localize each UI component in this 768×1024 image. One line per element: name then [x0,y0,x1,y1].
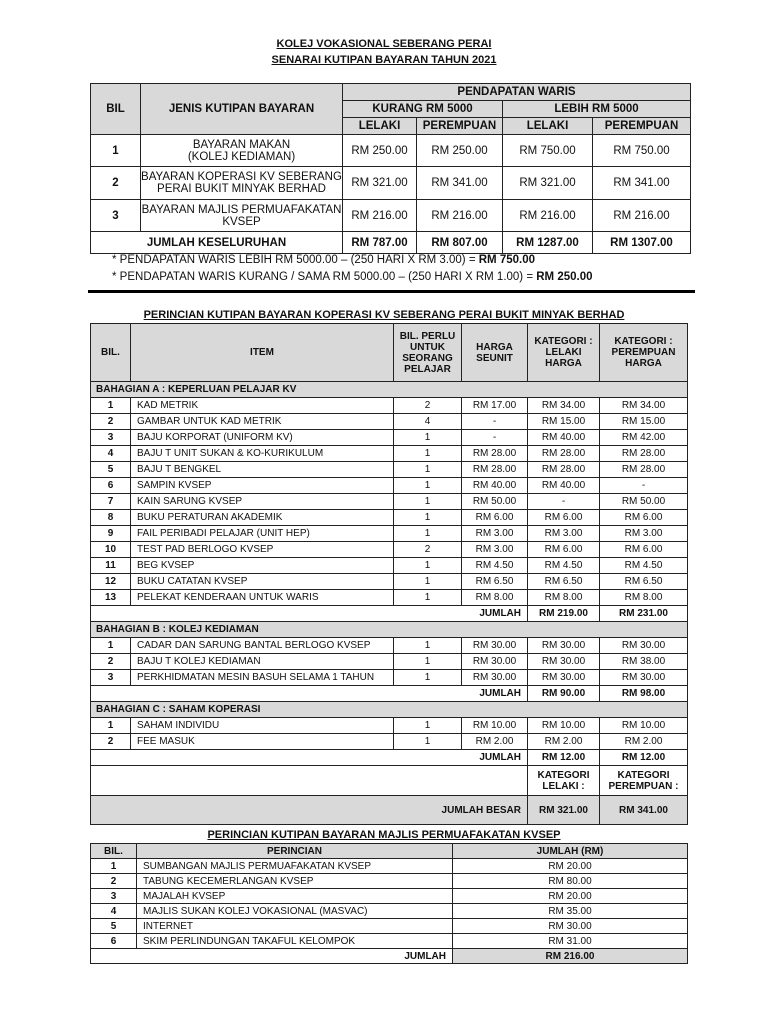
section-header-row [91,382,688,398]
row-bil: 3 [91,200,141,232]
row-bil: 4 [91,904,137,919]
row-price: RM 4.50 [462,558,528,574]
row-perempuan: RM 6.00 [600,510,688,526]
row-item: BAJU KORPORAT (UNIFORM KV) [131,430,394,446]
jenis-line: BAYARAN MAKAN [192,138,291,151]
grand-total-lelaki: RM 321.00 [528,796,600,825]
subtotal-perempuan: RM 98.00 [600,686,688,702]
row-price: RM 6.50 [462,574,528,590]
col-item-header: ITEM [131,324,394,382]
table-row [91,414,688,430]
row-bil: 7 [91,494,131,510]
header-line: PEREMPUAN [611,347,676,358]
table-row [91,446,688,462]
jenis-line: KVSEP [222,215,261,228]
note-value: RM 750.00 [478,254,536,266]
header-line: HARGA [625,358,662,369]
row-perempuan: RM 34.00 [600,398,688,414]
row-price: RM 10.00 [462,718,528,734]
col-perempuan-header: PEREMPUAN [593,118,691,135]
col-price-header [462,324,528,382]
table-row [91,558,688,574]
table-row [91,526,688,542]
table-row [91,934,688,949]
total-label: JUMLAH KESELURUHAN [91,232,343,254]
row-perincian: MAJALAH KVSEP [137,889,453,904]
row-perempuan: RM 42.00 [600,430,688,446]
row-bil: 2 [91,734,131,750]
note-value: RM 250.00 [536,271,593,283]
total-value: RM 807.00 [417,232,503,254]
row-perincian: SUMBANGAN MAJLIS PERMUAFAKATAN KVSEP [137,859,453,874]
table-row [91,494,688,510]
row-item: BEG KVSEP [131,558,394,574]
subtotal-label: JUMLAH [91,750,528,766]
row-bil: 1 [91,398,131,414]
jenis-line: BAYARAN KOPERASI KV SEBERANG [141,171,342,183]
row-price: RM 6.00 [462,510,528,526]
category-perempuan [600,766,688,796]
row-bil: 2 [91,874,137,889]
row-perempuan: RM 2.00 [600,734,688,750]
category-line: PEREMPUAN : [608,780,679,792]
table-row [91,398,688,414]
section-header-row [91,622,688,638]
subtotal-label: JUMLAH [91,686,528,702]
row-lelaki: - [528,494,600,510]
row-qty: 1 [394,654,462,670]
row-perempuan: RM 10.00 [600,718,688,734]
table-row [91,430,688,446]
total-row [91,232,691,254]
row-qty: 1 [394,558,462,574]
category-row [91,766,688,796]
row-perempuan: RM 3.00 [600,526,688,542]
cell-value: RM 750.00 [593,135,691,167]
row-bil: 1 [91,718,131,734]
row-jumlah: RM 20.00 [453,889,688,904]
row-item: BUKU CATATAN KVSEP [131,574,394,590]
row-perempuan: - [600,478,688,494]
row-item: BAJU T BENGKEL [131,462,394,478]
row-item: SAMPIN KVSEP [131,478,394,494]
category-lelaki [528,766,600,796]
row-qty: 1 [394,478,462,494]
row-bil: 2 [91,414,131,430]
col-lelaki-header: LELAKI [503,118,593,135]
cell-value: RM 216.00 [503,200,593,232]
row-item: KAD METRIK [131,398,394,414]
row-jenis [141,167,343,200]
table-row [91,200,691,232]
row-price: RM 8.00 [462,590,528,606]
row-qty: 1 [394,638,462,654]
subtotal-lelaki: RM 12.00 [528,750,600,766]
table-row [91,859,688,874]
table-row [91,904,688,919]
subtotal-row [91,750,688,766]
cell-value: RM 216.00 [417,200,503,232]
section-title: BAHAGIAN C : SAHAM KOPERASI [91,702,688,718]
row-perempuan: RM 38.00 [600,654,688,670]
row-item: PERKHIDMATAN MESIN BASUH SELAMA 1 TAHUN [131,670,394,686]
row-lelaki: RM 6.50 [528,574,600,590]
row-bil: 3 [91,670,131,686]
row-bil: 10 [91,542,131,558]
row-jumlah: RM 31.00 [453,934,688,949]
row-lelaki: RM 2.00 [528,734,600,750]
row-item: KAIN SARUNG KVSEP [131,494,394,510]
header-line: HARGA [476,341,513,353]
section-header-row [91,702,688,718]
header-line: BIL. PERLU [399,330,456,342]
row-bil: 9 [91,526,131,542]
row-bil: 5 [91,462,131,478]
row-qty: 1 [394,462,462,478]
row-item: BUKU PERATURAN AKADEMIK [131,510,394,526]
total-value: RM 1287.00 [503,232,593,254]
row-jumlah: RM 20.00 [453,859,688,874]
header-line: KATEGORI : [534,336,593,347]
table-row [91,734,688,750]
table-row [91,919,688,934]
row-jumlah: RM 80.00 [453,874,688,889]
row-perempuan: RM 4.50 [600,558,688,574]
row-price: RM 2.00 [462,734,528,750]
row-price: RM 3.00 [462,542,528,558]
col-qty-header [394,324,462,382]
row-price: - [462,430,528,446]
col-bil-header: BIL [91,84,141,135]
cell-value: RM 250.00 [417,135,503,167]
income-notes [112,252,593,286]
row-item: BAJU T UNIT SUKAN & KO-KURIKULUM [131,446,394,462]
row-lelaki: RM 15.00 [528,414,600,430]
category-line: KATEGORI [537,769,590,781]
row-qty: 1 [394,430,462,446]
row-perincian: MAJLIS SUKAN KOLEJ VOKASIONAL (MASVAC) [137,904,453,919]
table-row [91,462,688,478]
col-perempuan-header: PEREMPUAN [417,118,503,135]
college-title: KOLEJ VOKASIONAL SEBERANG PERAI [276,38,492,50]
row-lelaki: RM 30.00 [528,638,600,654]
category-spacer [91,766,528,796]
row-item: GAMBAR UNTUK KAD METRIK [131,414,394,430]
row-lelaki: RM 34.00 [528,398,600,414]
row-qty: 1 [394,718,462,734]
row-bil: 1 [91,638,131,654]
row-qty: 4 [394,414,462,430]
row-price: RM 3.00 [462,526,528,542]
jenis-line: (KOLEJ KEDIAMAN) [187,150,296,163]
row-jumlah: RM 30.00 [453,919,688,934]
subtotal-perempuan: RM 12.00 [600,750,688,766]
row-qty: 1 [394,446,462,462]
row-lelaki: RM 6.00 [528,510,600,526]
row-perincian: INTERNET [137,919,453,934]
row-lelaki: RM 30.00 [528,654,600,670]
row-perempuan: RM 6.50 [600,574,688,590]
table-row [91,478,688,494]
row-item: FEE MASUK [131,734,394,750]
col-perincian-header: PERINCIAN [137,844,453,859]
row-qty: 1 [394,510,462,526]
subtotal-perempuan: RM 231.00 [600,606,688,622]
table-row [91,542,688,558]
total-row [91,949,688,964]
table-row [91,670,688,686]
col-perempuan-header [600,324,688,382]
row-item: SAHAM INDIVIDU [131,718,394,734]
category-line: KATEGORI [617,769,670,781]
table-row [91,574,688,590]
section-title: BAHAGIAN A : KEPERLUAN PELAJAR KV [91,382,688,398]
row-item: CADAR DAN SARUNG BANTAL BERLOGO KVSEP [131,638,394,654]
majlis-title: PERINCIAN KUTIPAN BAYARAN MAJLIS PERMUAFAKATAN KVSEP [207,829,561,841]
row-price: RM 30.00 [462,670,528,686]
row-jenis [141,200,343,232]
row-lelaki: RM 28.00 [528,446,600,462]
col-jumlah-header: JUMLAH (RM) [453,844,688,859]
grand-total-row [91,796,688,825]
col-kurang-header: KURANG RM 5000 [343,101,503,118]
subtotal-label: JUMLAH [91,606,528,622]
row-lelaki: RM 40.00 [528,478,600,494]
row-price: RM 28.00 [462,446,528,462]
jenis-line: BAYARAN MAJLIS PERMUAFAKATAN [141,203,342,216]
row-perempuan: RM 28.00 [600,446,688,462]
row-qty: 1 [394,734,462,750]
table-row [91,718,688,734]
total-label: JUMLAH [91,949,453,964]
total-value: RM 787.00 [343,232,417,254]
row-price: RM 30.00 [462,654,528,670]
row-perempuan: RM 8.00 [600,590,688,606]
col-lebih-header: LEBIH RM 5000 [503,101,691,118]
total-value: RM 216.00 [453,949,688,964]
cell-value: RM 321.00 [343,167,417,200]
row-perempuan: RM 30.00 [600,670,688,686]
row-item: TEST PAD BERLOGO KVSEP [131,542,394,558]
row-qty: 1 [394,526,462,542]
header-line: SEORANG [402,352,453,364]
row-lelaki: RM 4.50 [528,558,600,574]
table-row [91,654,688,670]
subtotal-lelaki: RM 90.00 [528,686,600,702]
row-perempuan: RM 50.00 [600,494,688,510]
col-lelaki-header [528,324,600,382]
total-value: RM 1307.00 [593,232,691,254]
row-item: FAIL PERIBADI PELAJAR (UNIT HEP) [131,526,394,542]
col-jenis-header: JENIS KUTIPAN BAYARAN [141,84,343,135]
document-title: SENARAI KUTIPAN BAYARAN TAHUN 2021 [271,54,497,66]
subtotal-row [91,606,688,622]
note-line [112,252,593,269]
row-qty: 2 [394,398,462,414]
note-line [112,269,593,286]
subtotal-row [91,686,688,702]
row-qty: 1 [394,494,462,510]
row-price: RM 40.00 [462,478,528,494]
row-lelaki: RM 8.00 [528,590,600,606]
col-pendapatan-header: PENDAPATAN WARIS [343,84,691,101]
row-qty: 1 [394,574,462,590]
section-divider [88,290,695,293]
row-qty: 2 [394,542,462,558]
cell-value: RM 341.00 [593,167,691,200]
koperasi-title: PERINCIAN KUTIPAN BAYARAN KOPERASI KV SEBERANG PERAI BUKIT MINYAK BERHAD [143,309,625,321]
row-lelaki: RM 30.00 [528,670,600,686]
row-lelaki: RM 6.00 [528,542,600,558]
summary-table [90,83,691,254]
category-line: LELAKI : [542,780,585,792]
row-perempuan: RM 15.00 [600,414,688,430]
table-row [91,889,688,904]
row-bil: 8 [91,510,131,526]
row-bil: 1 [91,135,141,167]
row-bil: 12 [91,574,131,590]
row-bil: 3 [91,889,137,904]
row-lelaki: RM 28.00 [528,462,600,478]
row-perempuan: RM 30.00 [600,638,688,654]
grand-total-label: JUMLAH BESAR [91,796,528,825]
row-bil: 2 [91,167,141,200]
row-perincian: TABUNG KECEMERLANGAN KVSEP [137,874,453,889]
jenis-line: PERAI BUKIT MINYAK BERHAD [157,183,326,195]
row-item: BAJU T KOLEJ KEDIAMAN [131,654,394,670]
row-qty: 1 [394,670,462,686]
row-bil: 3 [91,430,131,446]
row-bil: 4 [91,446,131,462]
row-lelaki: RM 40.00 [528,430,600,446]
header-line: PELAJAR [404,363,451,375]
note-text: * PENDAPATAN WARIS KURANG / SAMA RM 5000.00 – (250 HARI X RM 1.00) = [112,271,537,283]
header-line: HARGA [545,358,582,369]
cell-value: RM 216.00 [343,200,417,232]
row-price: RM 28.00 [462,462,528,478]
row-perincian: SKIM PERLINDUNGAN TAKAFUL KELOMPOK [137,934,453,949]
subtotal-lelaki: RM 219.00 [528,606,600,622]
header-line: KATEGORI : [614,336,673,347]
koperasi-table [90,323,688,825]
majlis-table [90,843,688,964]
row-price: RM 50.00 [462,494,528,510]
grand-total-perempuan: RM 341.00 [600,796,688,825]
row-bil: 6 [91,478,131,494]
row-jenis [141,135,343,167]
row-bil: 2 [91,654,131,670]
table-row [91,874,688,889]
row-qty: 1 [394,590,462,606]
col-bil-header: BIL. [91,844,137,859]
row-bil: 1 [91,859,137,874]
table-row [91,590,688,606]
cell-value: RM 321.00 [503,167,593,200]
table-row [91,167,691,200]
note-text: * PENDAPATAN WARIS LEBIH RM 5000.00 – (250 HARI X RM 3.00) = [112,254,479,266]
cell-value: RM 750.00 [503,135,593,167]
row-item: PELEKAT KENDERAAN UNTUK WARIS [131,590,394,606]
col-lelaki-header: LELAKI [343,118,417,135]
cell-value: RM 341.00 [417,167,503,200]
row-price: RM 17.00 [462,398,528,414]
row-price: - [462,414,528,430]
cell-value: RM 216.00 [593,200,691,232]
row-perempuan: RM 28.00 [600,462,688,478]
cell-value: RM 250.00 [343,135,417,167]
row-bil: 5 [91,919,137,934]
section-title: BAHAGIAN B : KOLEJ KEDIAMAN [91,622,688,638]
row-bil: 13 [91,590,131,606]
table-row [91,638,688,654]
row-lelaki: RM 3.00 [528,526,600,542]
row-price: RM 30.00 [462,638,528,654]
table-row [91,135,691,167]
row-perempuan: RM 6.00 [600,542,688,558]
header-line: SEUNIT [476,352,513,364]
row-lelaki: RM 10.00 [528,718,600,734]
row-bil: 6 [91,934,137,949]
header-line: LELAKI [545,347,582,358]
row-jumlah: RM 35.00 [453,904,688,919]
header-line: UNTUK [410,341,445,353]
row-bil: 11 [91,558,131,574]
table-row [91,510,688,526]
col-bil-header: BIL. [91,324,131,382]
